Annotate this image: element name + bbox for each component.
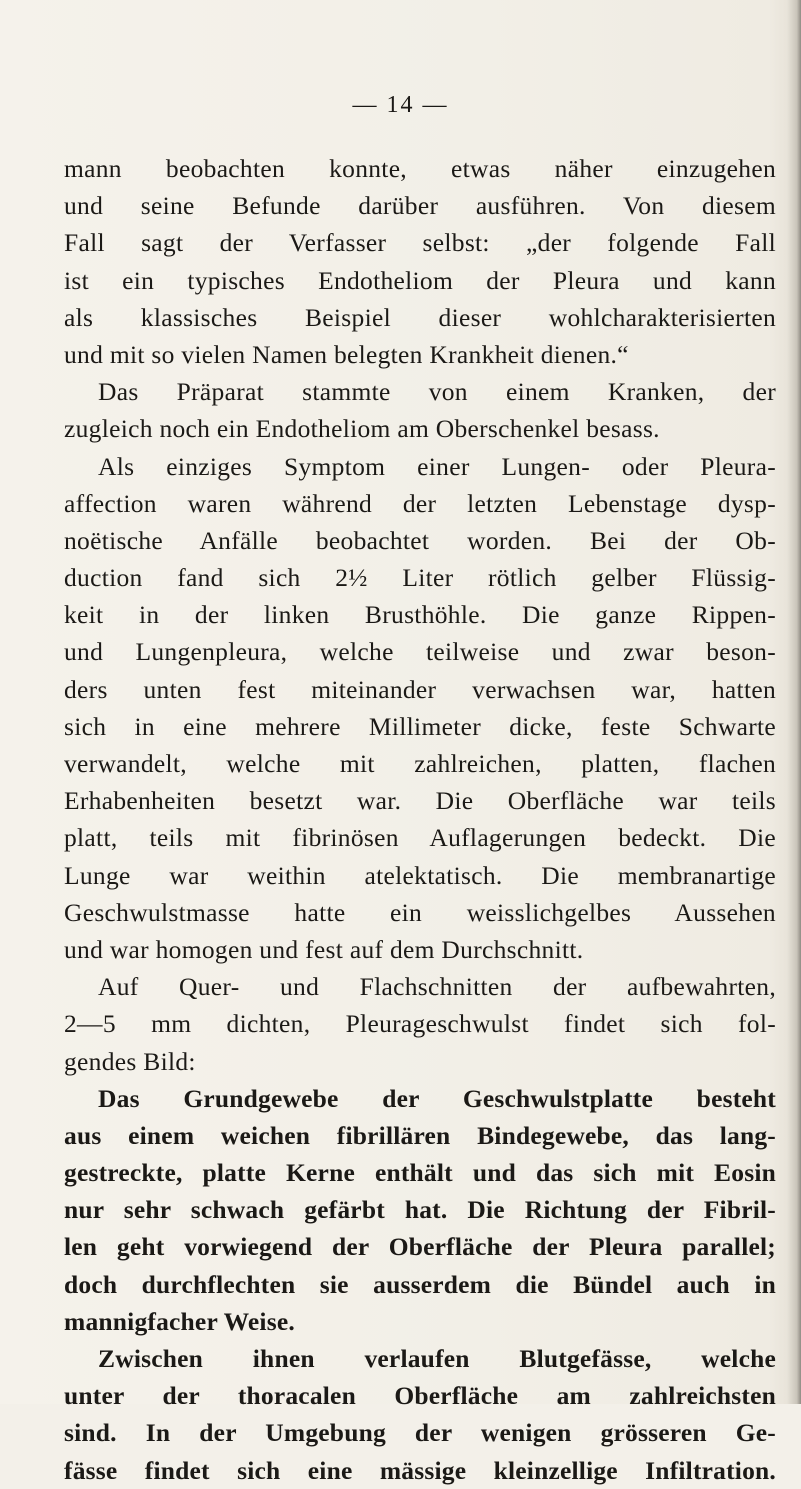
text-line: Das Grundgewebe der Geschwulstplatte besteht [98, 1083, 776, 1113]
text-line: Erhabenheiten besetzt war. Die Oberfläche war teils [64, 786, 776, 816]
text-line: ist ein typisches Endotheliom der Pleura und kann [64, 265, 776, 295]
text-line: Als einziges Symptom einer Lungen- oder Pleura- [98, 451, 776, 481]
page-edge-shadow [787, 0, 801, 1404]
text-line: und mit so vielen Namen belegten Krankheit dienen.“ [64, 339, 629, 369]
text-line: 2—5 mm dichten, Pleurageschwulst findet sich fol- [64, 1009, 776, 1039]
text-line: Fall sagt der Verfasser selbst: „der folgende Fall [64, 228, 776, 258]
text-line: und Lungenpleura, welche teilweise und zwar beson- [64, 637, 776, 667]
text-line: fässe findet sich eine mässige kleinzellige Infiltration. [64, 1455, 776, 1485]
text-line: noëtische Anfälle beobachtet worden. Bei der Ob- [64, 525, 776, 555]
text-line: gendes Bild: [64, 1046, 196, 1076]
text-line: Das Präparat stammte von einem Kranken, der [98, 377, 776, 407]
text-line: aus einem weichen fibrillären Bindegewebe, das lang- [64, 1120, 776, 1150]
text-line: und seine Befunde darüber ausführen. Von diesem [64, 191, 776, 221]
text-line: als klassisches Beispiel dieser wohlcharakterisierten [64, 302, 776, 332]
text-line: doch durchflechten sie ausserdem die Bündel auch in [64, 1269, 776, 1299]
text-line: Lunge war weithin atelektatisch. Die membranartige [64, 860, 776, 890]
text-line: keit in der linken Brusthöhle. Die ganze Rippen- [64, 600, 776, 630]
text-line: zugleich noch ein Endotheliom am Oberschenkel besass. [64, 414, 660, 444]
text-line: mann beobachten konnte, etwas näher einzugehen [64, 154, 776, 183]
text-line: len geht vorwiegend der Oberfläche der Pleura parallel; [64, 1232, 776, 1262]
text-line: sich in eine mehrere Millimeter dicke, feste Schwarte [64, 711, 776, 741]
text-line: gestreckte, platte Kerne enthält und das sich mit Eosin [64, 1158, 776, 1188]
text-line: mannigfacher Weise. [64, 1306, 295, 1336]
text-line: ders unten fest miteinander verwachsen war, hatten [64, 674, 776, 704]
text-line: Zwischen ihnen verlaufen Blutgefässe, welche [98, 1344, 776, 1373]
text-line: verwandelt, welche mit zahlreichen, platten, flachen [64, 749, 776, 778]
text-line: und war homogen und fest auf dem Durchschnitt. [64, 934, 584, 964]
text-line: platt, teils mit fibrinösen Auflagerungen bedeckt. Die [64, 823, 776, 853]
text-line: Geschwulstmasse hatte ein weisslichgelbes Aussehen [64, 897, 776, 927]
text-line: Auf Quer- und Flachschnitten der aufbewahrten, [98, 972, 776, 1002]
text-line: nur sehr schwach gefärbt hat. Die Richtung der Fibril- [64, 1195, 776, 1225]
page-number: — 14 — [352, 92, 449, 118]
text-line: sind. In der Umgebung der wenigen grösseren Ge- [64, 1418, 776, 1448]
text-line: unter der thoracalen Oberfläche am zahlreichsten [64, 1381, 776, 1411]
text-line: duction fand sich 2½ Liter rötlich gelber Flüssig- [64, 563, 776, 593]
text-line: affection waren während der letzten Lebenstage dysp- [64, 488, 776, 518]
body-text [64, 150, 776, 1489]
